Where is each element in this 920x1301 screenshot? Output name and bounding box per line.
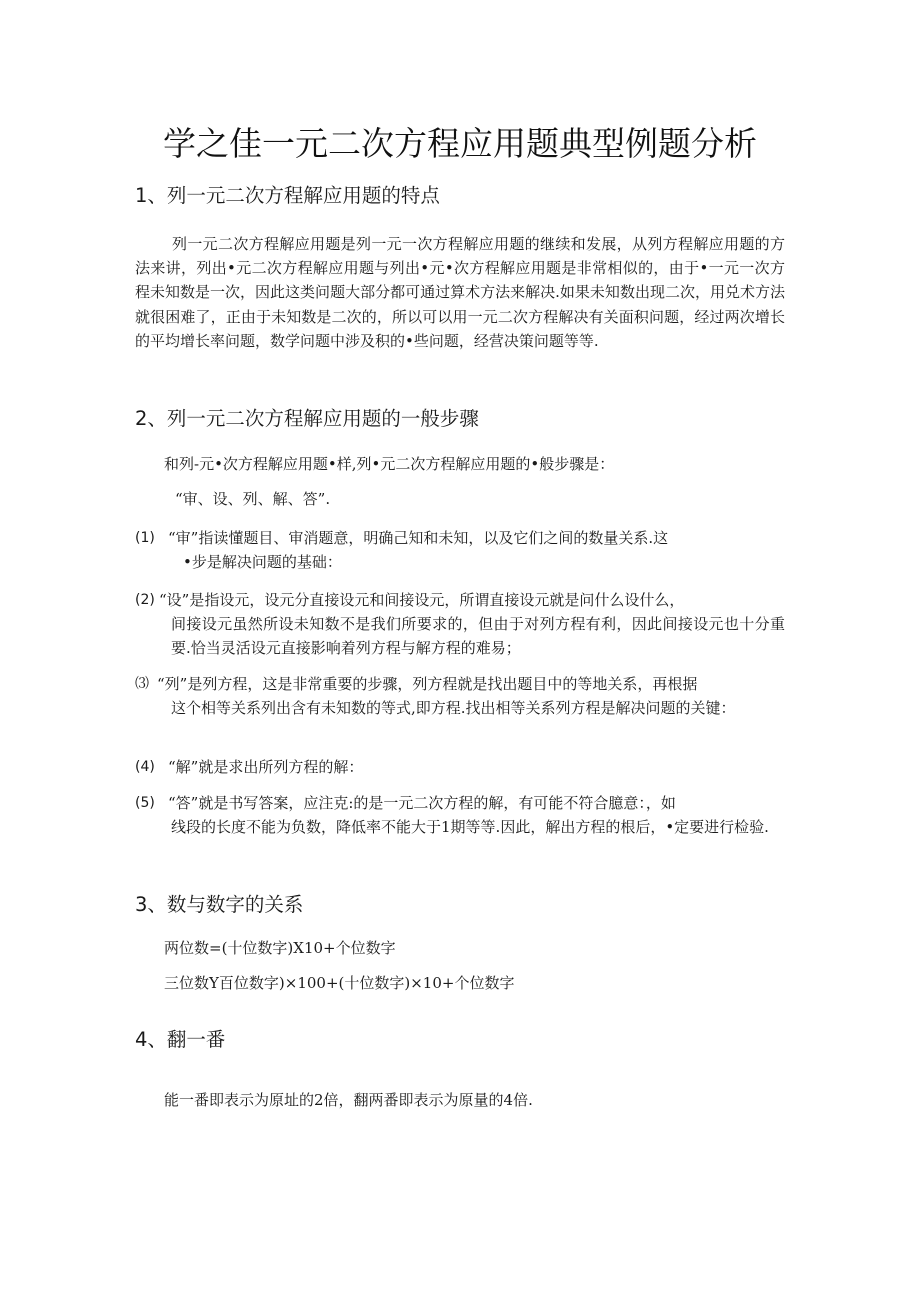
section-2-intro: 和列-元•次方程解应用题•样,列•元二次方程解应用题的•般步骤是： <box>164 455 615 473</box>
step-item-2 <box>135 588 785 660</box>
formula-three-digit: 三位数Y百位数字)×100+(十位数字)×10+个位数字 <box>164 974 515 992</box>
step-text-rest: 这个相等关系列出含有未知数的等式,即方程.找出相等关系列方程是解决问题的关键： <box>171 699 736 717</box>
step-number: (2) <box>135 592 155 608</box>
section-4-heading: 4、翻一番 <box>135 1028 226 1051</box>
step-text-first: “审”指读懂题目、审消题意，明确己知和未知，以及它们之间的数量关系.这 <box>168 529 669 547</box>
step-item-4 <box>135 755 785 779</box>
step-item-5 <box>135 791 785 839</box>
page-title: 学之佳一元二次方程应用题典型例题分析 <box>163 124 757 163</box>
step-item-1 <box>135 526 785 574</box>
section-2-heading: 2、列一元二次方程解应用题的一般步骤 <box>135 407 479 430</box>
step-text-rest: •步是解决问题的基础： <box>183 553 342 571</box>
section-2-steps-label: “审、设、列、解、答”. <box>175 490 331 508</box>
step-number: (1) <box>135 530 155 546</box>
step-text-first: “答”就是书写答案，应注克:的是一元二次方程的解，有可能不符合臆意：，如 <box>168 794 676 812</box>
step-number: ⑶ <box>135 676 149 692</box>
step-number: (5) <box>135 795 155 811</box>
section-3-heading: 3、数与数字的关系 <box>135 893 304 916</box>
step-text-first: “列”是列方程，这是非常重要的步骤，列方程就是找出题目中的等地关系，再根据 <box>157 675 698 693</box>
step-number: (4) <box>135 759 155 775</box>
step-text-rest: 间接设元虽然所设未知数不是我们所要求的，但由于对列方程有利，因此间接设元也十分重要.恰当灵活设元直接影响着列方程与解方程的难易； <box>171 615 785 657</box>
section-1-heading: 1、列一元二次方程解应用题的特点 <box>135 184 440 207</box>
section-4-text: 能一番即表示为原址的2倍，翻两番即表示为原量的4倍. <box>164 1091 533 1109</box>
section-1-paragraph: 列一元二次方程解应用题是列一元一次方程解应用题的继续和发展，从列方程解应用题的方法来讲，列出•元二次方程解应用题与列出•元•次方程解应用题是非常相似的，由于•一元一次方程未知数是一次，因此这类问题大部分都可通过算术方法来解决.如果未知数出现二次，用兑术方法就很困难了，正由于未知数是二次的，所以可以用一元二次方程解决有关面积问题，经过两次增长的平均增长率问题，数学问题中涉及积的•些问题，经营决策问题等等. <box>135 235 785 350</box>
step-text-first: “解”就是求出所列方程的解： <box>168 758 364 776</box>
formula-two-digit: 两位数=(十位数字)X10+个位数字 <box>164 939 396 957</box>
step-item-3 <box>135 672 785 720</box>
step-text-rest: 线段的长度不能为负数，降低率不能大于1期等等.因此，解出方程的根后，•定要进行检验. <box>171 818 769 836</box>
step-text-first: “设”是指设元，设元分直接设元和间接设元，所谓直接设元就是问什么设什么， <box>159 591 685 609</box>
